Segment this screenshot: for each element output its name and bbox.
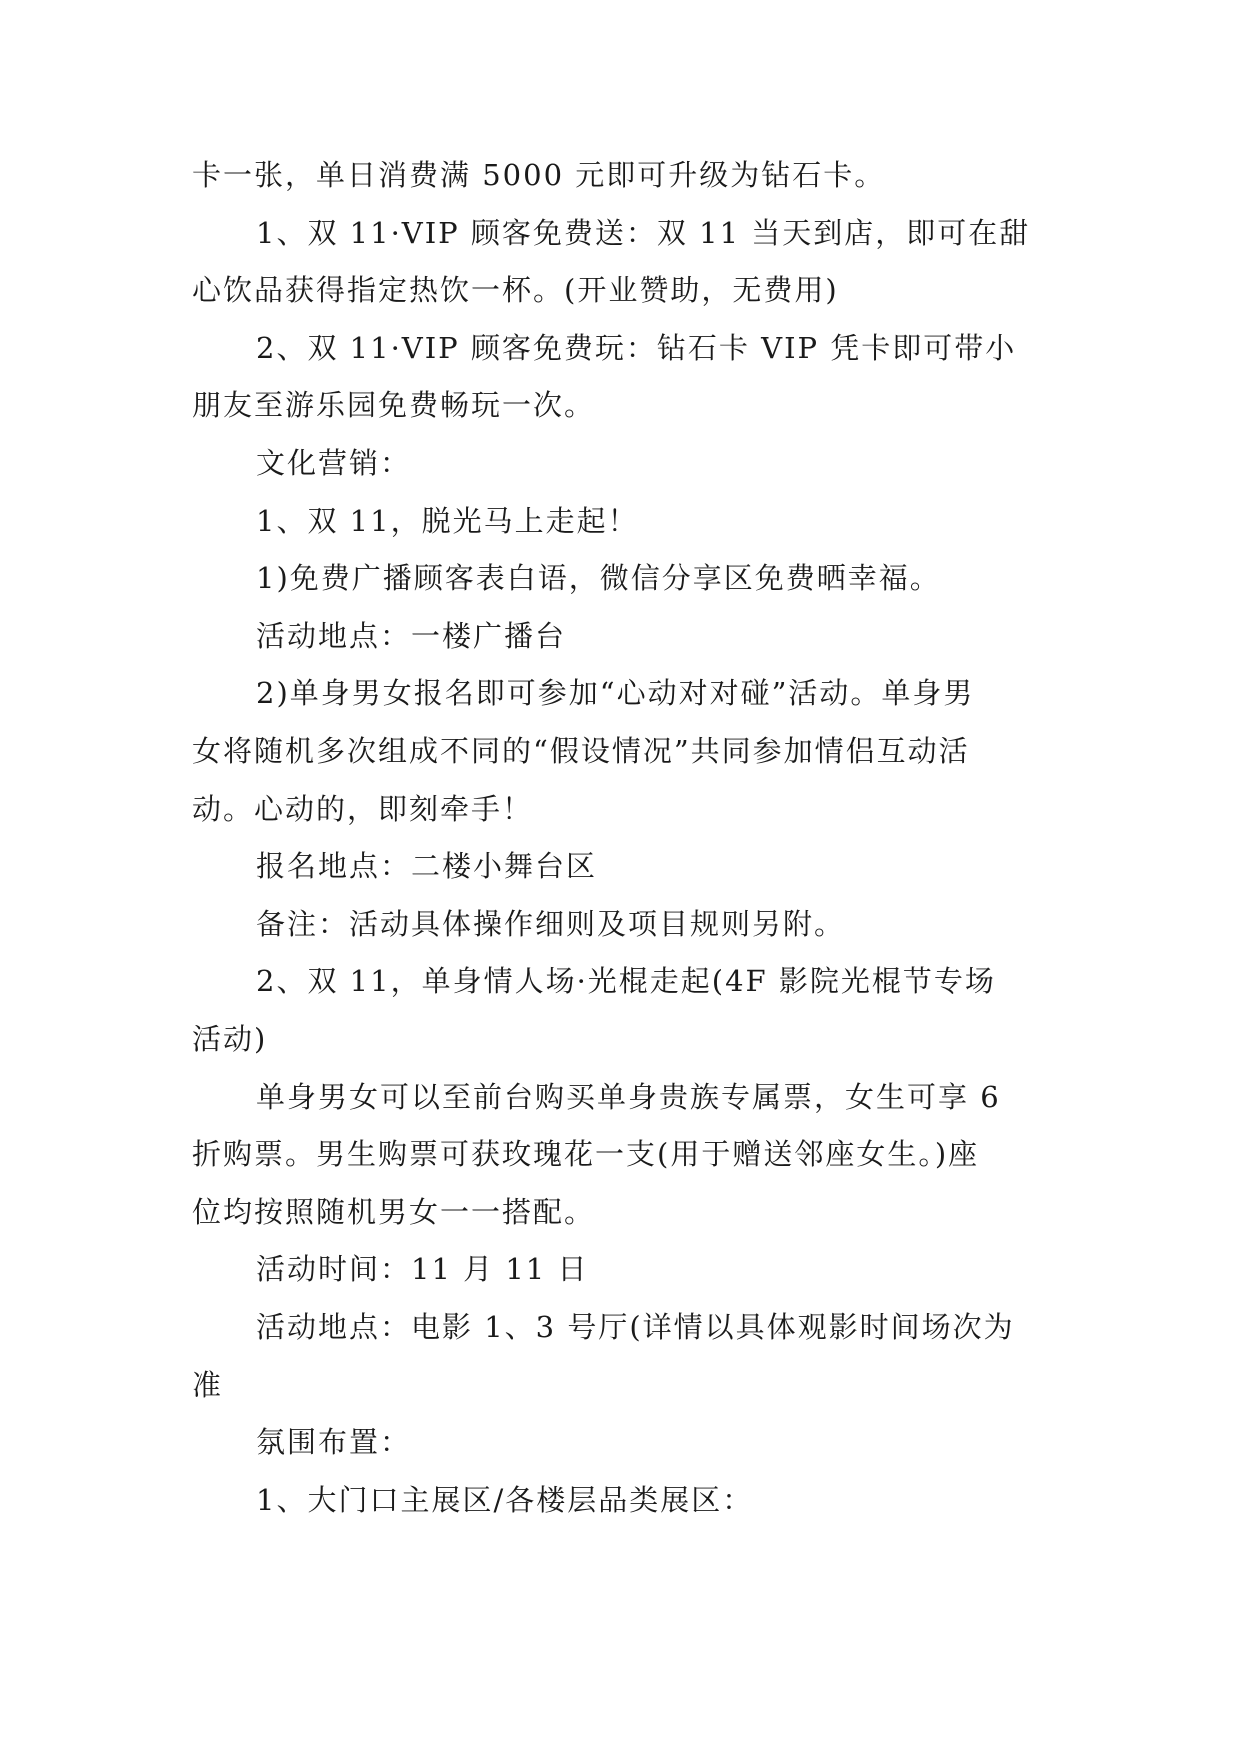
text-line: 活动地点：电影 1、3 号厅(详情以具体观影时间场次为 — [256, 1310, 1015, 1344]
text-line: 卡一张，单日消费满 5000 元即可升级为钻石卡。 — [192, 158, 886, 192]
text-line: 备注：活动具体操作细则及项目规则另附。 — [256, 907, 846, 941]
text-line: 文化营销： — [256, 446, 412, 480]
text-line: 氛围布置： — [256, 1425, 412, 1459]
text-line: 朋友至游乐园免费畅玩一次。 — [192, 388, 596, 422]
text-line: 2、双 11，单身情人场·光棍走起(4F 影院光棍节专场 — [256, 964, 996, 998]
text-line: 活动) — [192, 1022, 268, 1056]
text-line: 准 — [192, 1368, 224, 1402]
text-line: 1、大门口主展区/各楼层品类展区： — [256, 1483, 754, 1517]
text-line: 心饮品获得指定热饮一杯。(开业赞助，无费用) — [192, 273, 839, 307]
text-line: 1、双 11·VIP 顾客免费送：双 11 当天到店，即可在甜 — [256, 216, 1031, 250]
text-line: 2、双 11·VIP 顾客免费玩：钻石卡 VIP 凭卡即可带小 — [256, 331, 1017, 365]
text-line: 2)单身男女报名即可参加“心动对对碰”活动。单身男 — [256, 676, 975, 710]
text-line: 活动地点：一楼广播台 — [256, 619, 567, 653]
text-line: 位均按照随机男女一一搭配。 — [192, 1195, 596, 1229]
text-line: 动。心动的，即刻牵手！ — [192, 792, 534, 826]
text-line: 1)免费广播顾客表白语，微信分享区免费晒幸福。 — [256, 561, 941, 595]
text-line: 女将随机多次组成不同的“假设情况”共同参加情侣互动活 — [192, 734, 970, 768]
text-line: 单身男女可以至前台购买单身贵族专属票，女生可享 6 — [256, 1080, 1001, 1114]
text-line: 折购票。男生购票可获玫瑰花一支(用于赠送邻座女生。)座 — [192, 1137, 980, 1171]
text-line: 1、双 11，脱光马上走起！ — [256, 504, 639, 538]
text-line: 活动时间：11 月 11 日 — [256, 1252, 589, 1286]
text-line: 报名地点：二楼小舞台区 — [256, 849, 598, 883]
